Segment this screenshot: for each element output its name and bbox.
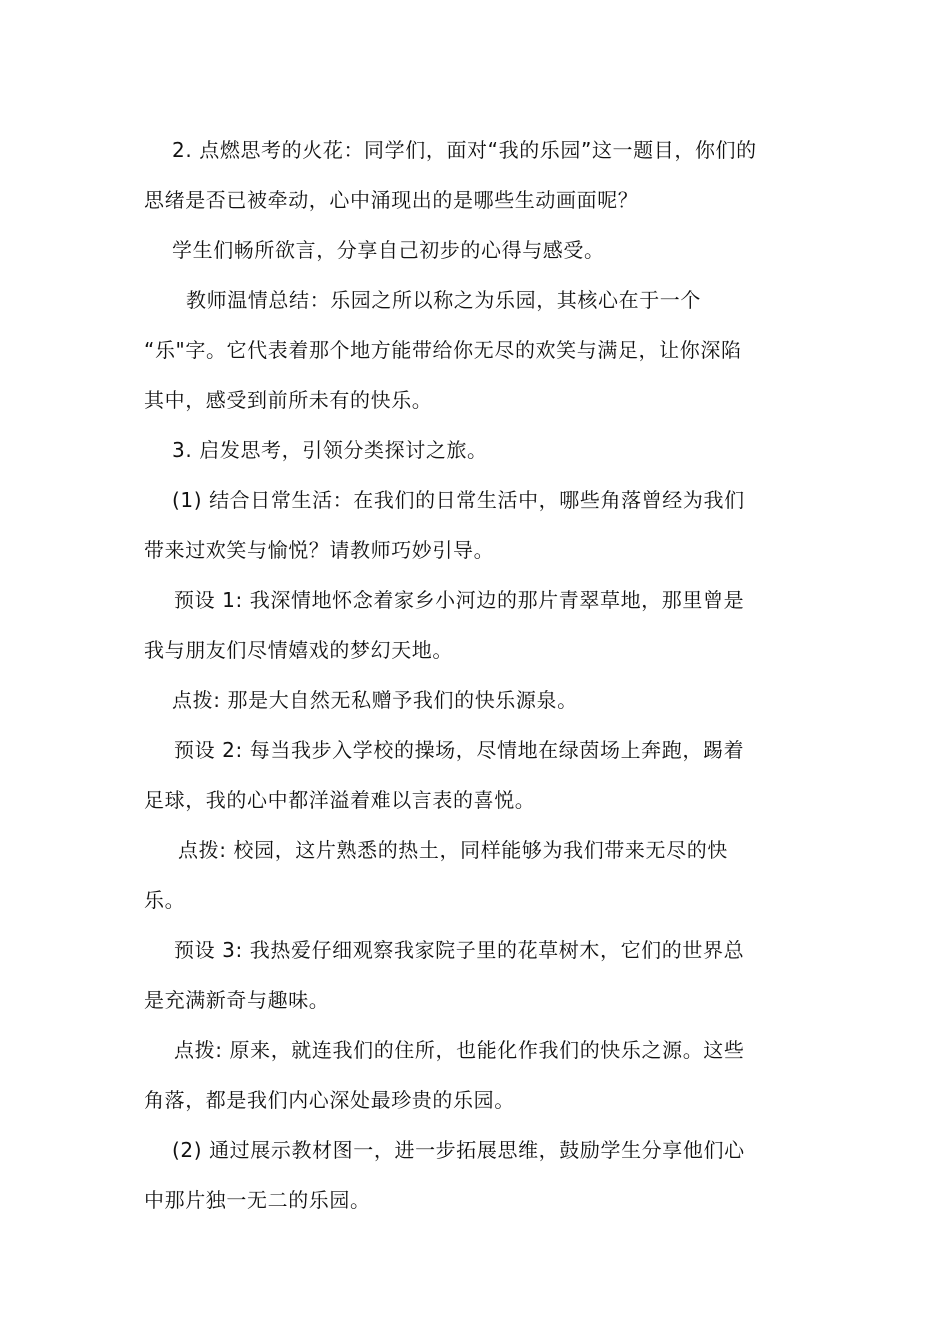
- text-line: 带来过欢笑与愉悦？请教师巧妙引导。: [144, 538, 495, 562]
- text-line: 3. 启发思考，引领分类探讨之旅。: [172, 438, 488, 462]
- text-line: 乐。: [144, 888, 186, 912]
- text-line: (2) 通过展示教材图一，进一步拓展思维，鼓励学生分享他们心: [172, 1138, 745, 1162]
- text-line: 思绪是否已被牵动，心中涌现出的是哪些生动画面呢？: [144, 188, 639, 212]
- text-line: “乐"字。它代表着那个地方能带给你无尽的欢笑与满足，让你深陷: [144, 338, 742, 362]
- text-line: 预设 3: 我热爱仔细观察我家院子里的花草树木，它们的世界总: [174, 938, 745, 962]
- text-line: 学生们畅所欲言，分享自己初步的心得与感受。: [172, 238, 605, 262]
- text-line: 点拨: 那是大自然无私赠予我们的快乐源泉。: [172, 688, 578, 712]
- text-line: 我与朋友们尽情嬉戏的梦幻天地。: [144, 638, 453, 662]
- text-line: 中那片独一无二的乐园。: [144, 1188, 371, 1212]
- text-line: 点拨: 校园，这片熟悉的热土，同样能够为我们带来无尽的快: [178, 838, 728, 862]
- text-line: (1) 结合日常生活：在我们的日常生活中，哪些角落曾经为我们: [172, 488, 745, 512]
- text-line: 点拨: 原来，就连我们的住所，也能化作我们的快乐之源。这些: [174, 1038, 745, 1062]
- text-line: 教师温情总结：乐园之所以称之为乐园，其核心在于一个: [186, 288, 701, 312]
- text-line: 其中，感受到前所未有的快乐。: [144, 388, 433, 412]
- text-line: 是充满新奇与趣味。: [144, 988, 330, 1012]
- text-line: 足球，我的心中都洋溢着难以言表的喜悦。: [144, 788, 536, 812]
- text-line: 预设 1: 我深情地怀念着家乡小河边的那片青翠草地，那里曾是: [174, 588, 745, 612]
- text-line: 2. 点燃思考的火花：同学们，面对“我的乐园”这一题目，你们的: [172, 138, 757, 162]
- text-line: 角落，都是我们内心深处最珍贵的乐园。: [144, 1088, 515, 1112]
- text-line: 预设 2: 每当我步入学校的操场，尽情地在绿茵场上奔跑，踢着: [174, 738, 745, 762]
